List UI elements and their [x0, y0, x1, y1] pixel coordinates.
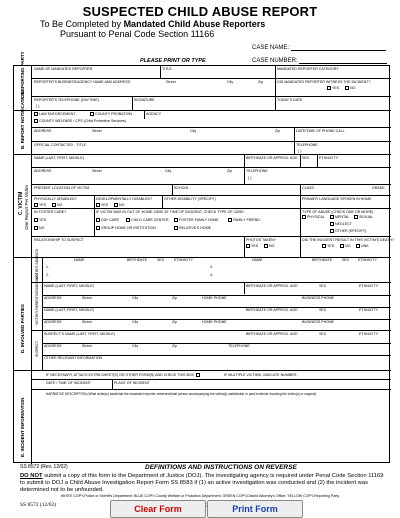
victim-telephone-label: TELEPHONE — [246, 169, 268, 173]
divider — [300, 196, 301, 208]
street-label: Street — [82, 296, 92, 300]
suspect-ethnicity-label: ETHNICITY — [359, 332, 378, 336]
copy-distribution: WHITE COPY-Police or Sheriff's Department; BLUE COPY-County Welfare or Probation Department; GREEN COPY-District Attorney's Office; YELLOW COPY-Reporting Party — [60, 494, 340, 498]
divider — [132, 97, 133, 110]
sexual-label: SEXUAL — [359, 215, 374, 219]
sib-birthdate-label: BIRTHDATE — [127, 258, 148, 262]
business-phone-label: BUSINESS PHONE — [302, 296, 334, 300]
street-label: Street — [82, 320, 92, 324]
checkbox[interactable] — [327, 86, 331, 90]
divider — [244, 168, 245, 184]
divider — [275, 66, 276, 78]
zip-label: Zip — [258, 80, 263, 84]
a-row-2 — [32, 78, 391, 96]
law-enforcement-label: LAW ENFORCEMENT — [39, 112, 76, 116]
daycare-check[interactable] — [96, 218, 119, 222]
checkbox[interactable] — [34, 119, 38, 123]
suspect-sex-label: SEX — [319, 332, 327, 336]
checkbox[interactable] — [330, 222, 334, 226]
subtitle-prefix: To Be Completed by — [40, 19, 122, 29]
checkbox[interactable] — [322, 244, 326, 248]
checkbox[interactable] — [96, 218, 100, 222]
divider — [275, 97, 276, 110]
group-home-check[interactable] — [96, 226, 156, 230]
parent-address-label: ADDRESS — [44, 296, 62, 300]
zip-label: Zip — [227, 169, 232, 173]
sib-4: 4. — [210, 273, 213, 277]
c-row-6 — [32, 236, 394, 258]
family-friend-check[interactable] — [228, 218, 260, 222]
c-row-2 — [32, 167, 391, 184]
divider — [144, 111, 145, 119]
official-label: OFFICIAL CONTACTED - TITLE — [34, 143, 87, 147]
divider — [112, 380, 113, 389]
yes-label: YES — [332, 86, 340, 90]
sib-1: 1. — [46, 265, 49, 269]
victim-sex-label: SEX — [302, 156, 310, 160]
section-d-label-box — [14, 258, 32, 370]
abuse-type-label: TYPE OF ABUSE (CHECK ONE OR MORE) — [302, 210, 374, 214]
photos-no[interactable] — [264, 244, 274, 248]
home-phone-label: HOME PHONE — [202, 320, 227, 324]
sib-2: 2. — [46, 273, 49, 277]
section-b-label: B. REPORT NOTIFICATION — [20, 91, 25, 149]
parent2-birthdate-label: BIRTHDATE OR APPROX. AGE — [246, 308, 298, 312]
divider — [94, 209, 95, 236]
family-friend-label: FAMILY FRIEND — [233, 218, 260, 222]
checkbox[interactable] — [114, 203, 118, 207]
checkbox[interactable] — [264, 244, 268, 248]
language-label: PRIMARY LANGUAGE SPOKEN IN HOME — [302, 197, 372, 201]
section-c-label: C. VICTIM — [18, 191, 24, 215]
checkbox[interactable] — [34, 226, 38, 230]
no-label: NO — [119, 203, 125, 207]
victim-birthdate-label: BIRTHDATE OR APPROX. AGE — [246, 156, 298, 160]
victim-name-label: NAME (LAST, FIRST, MIDDLE) — [34, 156, 84, 160]
dev-yes[interactable] — [96, 203, 108, 207]
county-probation-check[interactable] — [90, 112, 132, 116]
b-row-1 — [32, 111, 391, 127]
section-b-label-box — [14, 91, 32, 154]
group-home-label: GROUP HOME OR INSTITUTION — [101, 226, 156, 230]
attach-check[interactable] — [196, 373, 201, 377]
foster-family-label: FOSTER FAMILY HOME — [179, 218, 219, 222]
phone-paren: ( ) — [36, 104, 40, 108]
witness-yes[interactable] — [327, 86, 339, 90]
case-name-field[interactable] — [252, 45, 386, 51]
other-check[interactable] — [330, 229, 366, 233]
mental-check[interactable] — [330, 215, 349, 219]
siblings-label: VICTIM'S SIBLINGS — [35, 249, 39, 280]
dev-disabled-label: DEVELOPMENTALLY DISABLED? — [96, 197, 153, 201]
reporter-title-label: TITLE — [162, 67, 172, 71]
death-label: DID THE INCIDENT RESULT IN THIS VICTIM'S DEATH? — [302, 238, 394, 242]
checkbox[interactable] — [90, 112, 94, 116]
section-e-label-box — [14, 371, 32, 464]
a-row-1 — [32, 66, 391, 78]
zip-label: Zip — [172, 320, 177, 324]
physically-disabled-label: PHYSICALLY DISABLED? — [34, 197, 77, 201]
checkbox[interactable] — [34, 218, 38, 222]
checkbox[interactable] — [345, 86, 349, 90]
parent-ethnicity-label: ETHNICITY — [359, 284, 378, 288]
city-label: City — [165, 169, 172, 173]
divider — [162, 196, 163, 208]
do-not: DO NOT — [20, 473, 43, 479]
phys-no[interactable] — [52, 203, 62, 207]
yes-label: YES — [101, 203, 109, 207]
form-title: SUSPECTED CHILD ABUSE REPORT — [82, 4, 318, 19]
no-label: NO — [39, 226, 45, 230]
checkbox[interactable] — [340, 244, 344, 248]
yes-label: YES — [39, 203, 47, 207]
street-label: Street — [92, 169, 102, 173]
sib-birthdate-label-2: BIRTHDATE — [312, 258, 333, 262]
checkbox[interactable] — [228, 218, 232, 222]
sib-sex-label-2: SEX — [342, 258, 350, 262]
parent2-name-label: NAME (LAST, FIRST, MIDDLE) — [44, 308, 94, 312]
todays-date-label: TODAY'S DATE — [277, 98, 303, 102]
incident-place-label: PLACE OF INCIDENT — [114, 381, 150, 385]
section-c — [14, 154, 394, 257]
case-number-input[interactable] — [299, 58, 387, 64]
suspect-name-label: SUSPECT'S NAME (LAST, FIRST, MIDDLE) — [44, 332, 115, 336]
e-row-3[interactable] — [32, 389, 391, 465]
form-subtitle-2: Pursuant to Penal Code Section 11166 — [60, 29, 215, 39]
school-label: SCHOOL — [174, 186, 190, 190]
city-label: City — [132, 344, 139, 348]
section-a-label: A. REPORTING PARTY — [20, 51, 25, 100]
d-siblings — [32, 249, 391, 282]
foster-no[interactable] — [34, 226, 44, 230]
incident-date-label: DATE / TIME OF INCIDENT — [46, 381, 91, 385]
relative-home-check[interactable] — [174, 226, 211, 230]
parents-label: VICTIM'S PARENTS/GUARDIANS — [35, 272, 39, 325]
parent-sex-label: SEX — [319, 284, 327, 288]
no-label: NO — [57, 203, 63, 207]
death-no[interactable] — [340, 244, 350, 248]
witness-no[interactable] — [345, 86, 355, 90]
checkbox[interactable] — [174, 226, 178, 230]
agency-label: AGENCY — [146, 112, 162, 116]
physical-check[interactable] — [302, 215, 325, 219]
e-row-2 — [32, 379, 391, 389]
phone-paren: ( ) — [248, 176, 252, 180]
notice-body: submit a copy of this form to the Department of Justice (DOJ). The investigating agency is required under Penal Code Section 11169 to submit to DOJ a Child Abuse Investigation Report Form SS 8583 if (1) an active investigation was conducted and (2) the incident was determined not to be unfounded. — [20, 473, 384, 493]
subtitle-bold: Mandated Child Abuse Reporters — [123, 19, 266, 29]
business-phone-label: BUSINESS PHONE — [302, 320, 334, 324]
yes-label: YES — [251, 244, 259, 248]
photos-yes[interactable] — [246, 244, 258, 248]
checkbox[interactable] — [330, 229, 334, 233]
divider — [244, 155, 245, 167]
divider — [244, 283, 245, 294]
zip-label: Zip — [172, 296, 177, 300]
print-note: PLEASE PRINT OR TYPE — [140, 58, 206, 64]
yes-label: YES — [39, 218, 47, 222]
divider — [300, 209, 301, 236]
divider — [300, 237, 301, 258]
death-yes[interactable] — [322, 244, 334, 248]
section-c-label-box — [14, 155, 32, 257]
parent2-sex-label: SEX — [319, 308, 327, 312]
checkbox[interactable] — [126, 218, 130, 222]
law-enforcement-check[interactable] — [34, 112, 75, 116]
d-parents — [32, 272, 391, 330]
suspect-label: SUSPECT — [35, 340, 39, 357]
checkbox[interactable] — [34, 203, 38, 207]
divider — [160, 66, 161, 78]
notice-text — [20, 473, 388, 494]
parent2-address-label: ADDRESS — [44, 320, 62, 324]
checkbox[interactable] — [52, 203, 56, 207]
suspect-address-label: ADDRESS — [44, 344, 62, 348]
childcare-label: CHILD CARE CENTER — [131, 218, 169, 222]
other-label: OTHER (SPECIFY) — [335, 229, 367, 233]
sib-ethnicity-label-2: ETHNICITY — [358, 258, 377, 262]
divider — [42, 307, 391, 308]
witness-label: DID MANDATED REPORTER WITNESS THE INCIDENT? — [277, 80, 371, 84]
city-label: City — [132, 296, 139, 300]
c-row-1 — [32, 155, 391, 167]
parent-name-label: NAME (LAST, FIRST, MIDDLE) — [44, 284, 94, 288]
zip-label: Zip — [172, 344, 177, 348]
no-label: NO — [350, 86, 356, 90]
parent2-ethnicity-label: ETHNICITY — [359, 308, 378, 312]
divider — [244, 237, 245, 258]
physical-label: PHYSICAL — [307, 215, 325, 219]
home-phone-label: HOME PHONE — [202, 296, 227, 300]
divider — [275, 79, 276, 96]
c-row-4 — [32, 195, 391, 208]
signature-label: SIGNATURE — [134, 98, 155, 102]
section-e-label: E. INCIDENT INFORMATION — [20, 397, 25, 457]
d-suspect — [32, 330, 391, 371]
e-row-1 — [32, 371, 391, 379]
case-name-input[interactable] — [291, 45, 386, 51]
case-name-label: CASE NAME: — [252, 45, 290, 51]
section-d-label: D. INVOLVED PARTIES — [20, 304, 25, 353]
divider — [317, 155, 318, 167]
section-e — [14, 370, 391, 464]
street-label: Street — [82, 344, 92, 348]
checkbox[interactable] — [354, 215, 358, 219]
reporter-phone-label: REPORTER'S TELEPHONE (DAYTIME) — [34, 98, 99, 102]
childcare-check[interactable] — [126, 218, 169, 222]
sib-3: 3. — [210, 265, 213, 269]
checkbox[interactable] — [96, 203, 100, 207]
checkbox[interactable] — [34, 112, 38, 116]
business-label: REPORTER'S BUSINESS/AGENCY NAME AND ADDRESS — [34, 80, 131, 84]
foster-family-check[interactable] — [174, 218, 219, 222]
death-unk[interactable] — [356, 244, 369, 248]
divider — [172, 185, 173, 195]
case-number-field[interactable] — [252, 58, 387, 64]
victim-ethnicity-label: ETHNICITY — [319, 156, 338, 160]
divider — [94, 196, 95, 208]
checkbox[interactable] — [196, 373, 200, 377]
no-label: NO — [345, 244, 351, 248]
narrative-label: NARRATIVE DESCRIPTION (What victim(s) said/what the mandated reporter observed/what person accompanying the victim(s) said/similar or past incidents involving the victim(s) or suspect) — [46, 392, 317, 396]
victim-location-label: PRESENT LOCATION OF VICTIM — [34, 186, 90, 190]
ss-number: SS 8572 (12/02) — [20, 502, 57, 508]
suspect-birthdate-label: BIRTHDATE OR APPROX. AGE — [246, 332, 298, 336]
checkbox[interactable] — [330, 215, 334, 219]
b-row-2 — [32, 127, 391, 141]
no-label: NO — [269, 244, 275, 248]
sib-name-label: NAME — [74, 258, 85, 262]
a-row-3 — [32, 96, 391, 110]
definitions-note: DEFINITIONS AND INSTRUCTIONS ON REVERSE — [145, 464, 297, 471]
foster-yes[interactable] — [34, 218, 46, 222]
out-of-home-label: IF VICTIM WAS IN OUT-OF-HOME CARE AT TIME OF INCIDENT, CHECK TYPE OF CARE: — [96, 210, 245, 214]
print-form-button[interactable]: Print Form — [207, 500, 303, 518]
checkbox[interactable] — [302, 215, 306, 219]
zip-label: Zip — [275, 129, 280, 133]
attach-label: IF NECESSARY, ATTACH EXTRA SHEET(S) OR OTHER FORM(S) AND CHECK THIS BOX — [46, 373, 195, 377]
b-address-label: ADDRESS — [34, 129, 52, 133]
divider — [294, 128, 295, 141]
mental-label: MENTAL — [335, 215, 350, 219]
sib-name-label-2: NAME — [252, 258, 263, 262]
reporter-category-label: MANDATED REPORTER CATEGORY — [277, 67, 339, 71]
city-label: City — [132, 320, 139, 324]
c-row-5 — [32, 208, 391, 236]
county-welfare-check[interactable] — [34, 119, 126, 123]
checkbox[interactable] — [96, 226, 100, 230]
reporter-name-label: NAME OF MANDATED REPORTER — [34, 67, 93, 71]
city-label: City — [190, 129, 197, 133]
sexual-check[interactable] — [354, 215, 373, 219]
divider — [300, 155, 301, 167]
multiple-victims-label: IF MULTIPLE VICTIMS, INDICATE NUMBER: — [224, 373, 298, 377]
grade-label: GRADE — [372, 186, 385, 190]
victim-address-label: ADDRESS — [34, 169, 52, 173]
other-disability-label: OTHER DISABILITY (SPECIFY) — [164, 197, 216, 201]
dev-no[interactable] — [114, 203, 124, 207]
suspect-telephone-label: TELEPHONE — [228, 344, 250, 348]
sib-ethnicity-label: ETHNICITY — [174, 258, 193, 262]
sib-sex-label: SEX — [157, 258, 165, 262]
checkbox[interactable] — [356, 244, 360, 248]
case-number-label: CASE NUMBER: — [252, 58, 298, 64]
street-label: Street — [92, 129, 102, 133]
datetime-call-label: DATE/TIME OF PHONE CALL — [296, 129, 345, 133]
clear-form-button[interactable]: Clear Form — [110, 500, 206, 518]
daycare-label: DAY CARE — [101, 218, 120, 222]
b-row-3 — [32, 141, 391, 155]
section-d — [14, 249, 391, 370]
divider — [42, 258, 43, 282]
photos-label: PHOTOS TAKEN? — [246, 238, 276, 242]
b-telephone-label: TELEPHONE — [296, 143, 318, 147]
ss-rev: SS 8572 (Rev. 12/02) — [20, 464, 68, 470]
form-subtitle — [40, 19, 265, 29]
parent-birthdate-label: BIRTHDATE OR APPROX. AGE — [246, 284, 298, 288]
probation-label: COUNTY PROBATION — [95, 112, 133, 116]
phys-yes[interactable] — [34, 203, 46, 207]
other-info-label: OTHER RELEVANT INFORMATION — [44, 356, 103, 360]
section-c-sub: One Report Per Victim — [24, 185, 29, 230]
relative-home-label: RELATIVE'S HOME — [179, 226, 211, 230]
c-row-3 — [32, 184, 391, 195]
checkbox[interactable] — [246, 244, 250, 248]
class-label: CLASS — [302, 186, 314, 190]
relationship-label: RELATIONSHIP TO SUSPECT — [34, 238, 84, 242]
yes-label: YES — [327, 244, 335, 248]
checkbox[interactable] — [174, 218, 178, 222]
city-label: City — [227, 80, 234, 84]
street-label: Street — [166, 80, 176, 84]
foster-care-label: IN FOSTER CARE? — [34, 210, 67, 214]
divider — [42, 343, 391, 344]
divider — [42, 331, 43, 371]
neglect-label: NEGLECT — [335, 222, 352, 226]
unk-label: UNK — [361, 244, 369, 248]
welfare-label: COUNTY WELFARE / CPS (Child Protective Services) — [39, 119, 127, 123]
divider — [300, 185, 301, 195]
phone-paren: ( ) — [298, 149, 302, 153]
neglect-check[interactable] — [330, 222, 352, 226]
